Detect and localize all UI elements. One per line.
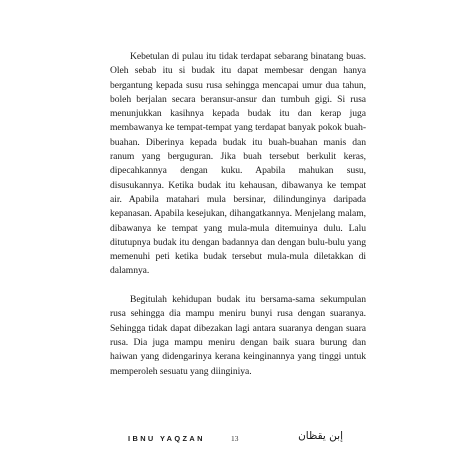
body-text: [110, 50, 366, 379]
page-number: 13: [231, 434, 239, 443]
paragraph-1: Kebetulan di pulau itu tidak terdapat sebarang binatang buas. Oleh sebab itu si budak itu dapat membesar dengan hanya bergantung kepada susu rusa sehingga mencapai umur dua tahun, boleh berjalan secara beransur-ansur dan tumbuh gigi. Si rusa menunjukkan kasihnya kepada budak itu dan kerap juga membawanya ke tempat-tempat yang terdapat banyak pokok buah-buahan. Diberinya kepada budak itu buah-buahan manis dan ranum yang berguguran. Jika buah tersebut berkulit keras, dipecahkannya dengan kuku. Apabila mahukan susu, disusukannya. Ketika budak itu kehausan, dibawanya ke tempat air. Apabila matahari mula bersinar, dilindunginya daripada kepanasan. Apabila kesejukan, dihangatkannya. Menjelang malam, dibawanya ke tempat yang mula-mula ditemuinya dulu. Lalu ditutupnya budak itu dengan badannya dan dengan bulu-bulu yang memenuhi peti ketika budak tersebut mula-mula diletakkan di dalamnya.: [110, 51, 366, 277]
footer-book-title: IBNU YAQZAN: [128, 434, 205, 443]
paragraph-2: Begitulah kehidupan budak itu bersama-sama sekumpulan rusa sehingga dia mampu meniru bunyi rusa dengan suaranya. Sehingga tidak dapat dibezakan lagi antara suaranya dengan suara rusa. Dia juga mampu meniru dengan baik suara burung dan haiwan yang didengarinya kerana keinginannya yang tinggi untuk memperoleh sesuatu yang diinginiya.: [110, 294, 366, 377]
footer-arabic-title: إبن يقظان: [298, 430, 343, 442]
page-footer: [128, 430, 343, 447]
